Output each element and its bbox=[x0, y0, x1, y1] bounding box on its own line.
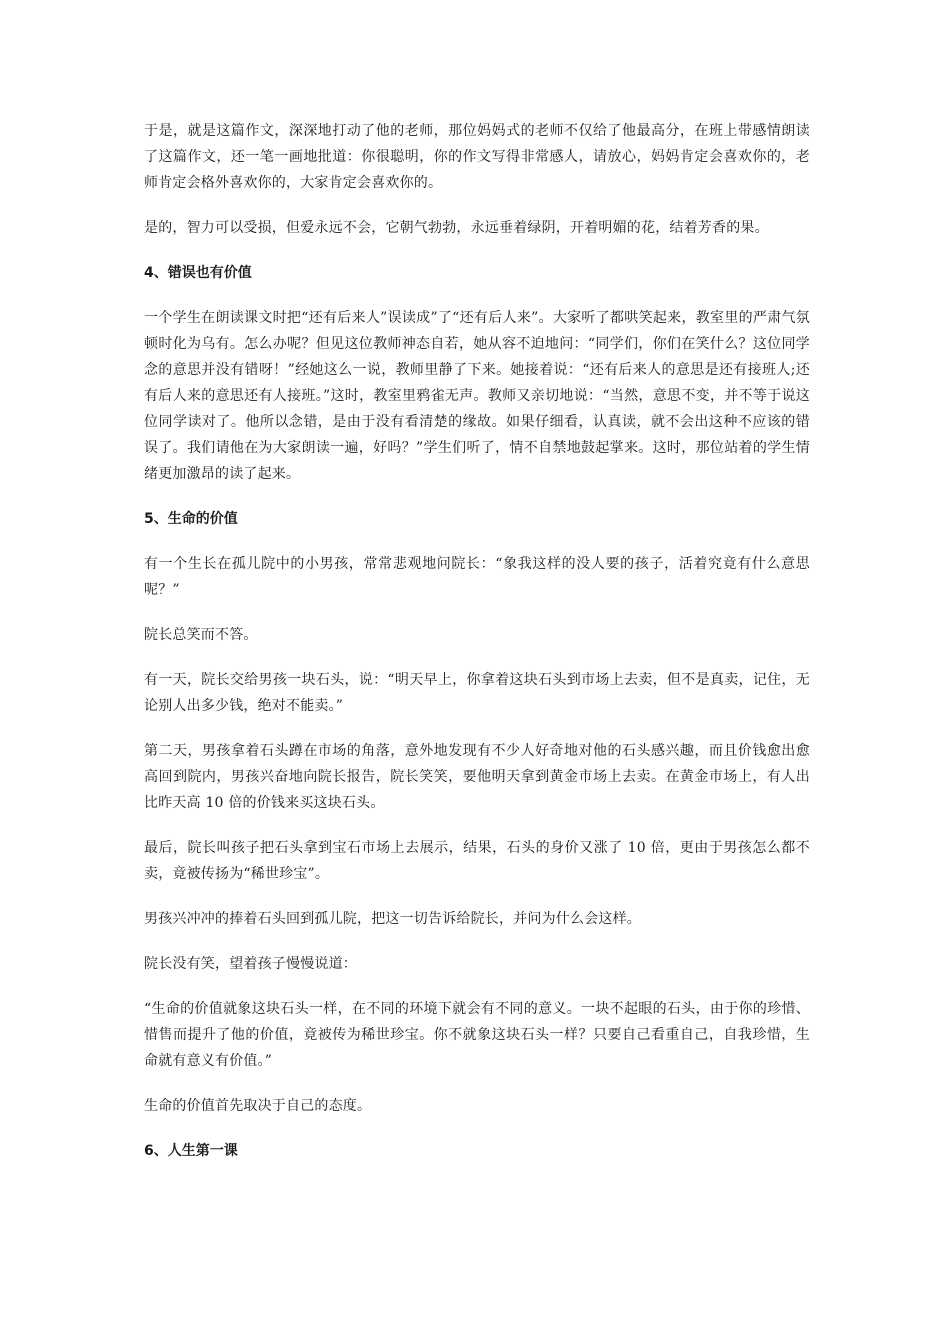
section-heading: 5、生命的价值 bbox=[144, 511, 238, 527]
paragraph: 最后，院长叫孩子把石头拿到宝石市场上去展示，结果，石头的身价又涨了 10 倍，更由于男孩怎么都不卖，竟被传扬为“稀世珍宝”。 bbox=[144, 840, 810, 882]
paragraph: 男孩兴冲冲的捧着石头回到孤儿院，把这一切告诉给院长，并问为什么会这样。 bbox=[144, 911, 641, 927]
section-heading: 4、错误也有价值 bbox=[144, 265, 252, 281]
paragraph: 有一天，院长交给男孩一块石头，说：“明天早上，你拿着这块石头到市场上去卖，但不是真卖，记住，无论别人出多少钱，绝对不能卖。” bbox=[144, 672, 810, 714]
paragraph: 院长没有笑，望着孩子慢慢说道： bbox=[144, 956, 357, 972]
paragraph: 一个学生在朗读课文时把“还有后来人”误读成”了“还有后人来”。大家听了都哄笑起来，教室里的严肃气氛顿时化为乌有。怎么办呢？但见这位教师神态自若，她从容不迫地问：“同学们，你们在笑什么？这位同学念的意思并没有错呀！”经她这么一说，教师里静了下来。她接着说：“还有后来人的意思是还有接班人;还有后人来的意思还有人接班。”这时，教室里鸦雀无声。教师又亲切地说：“当然，意思不变，并不等于说这位同学读对了。他所以念错，是由于没有看清楚的缘故。如果仔细看，认真读，就不会出这种不应该的错误了。我们请他在为大家朗读一遍，好吗？”学生们听了，情不自禁地鼓起掌来。这时，那位站着的学生情绪更加激昂的读了起来。 bbox=[144, 310, 810, 482]
paragraph: 于是，就是这篇作文，深深地打动了他的老师，那位妈妈式的老师不仅给了他最高分，在班上带感情朗读了这篇作文，还一笔一画地批道：你很聪明，你的作文写得非常感人，请放心，妈妈肯定会喜欢你的，老师肯定会格外喜欢你的，大家肯定会喜欢你的。 bbox=[144, 123, 810, 191]
paragraph: “生命的价值就象这块石头一样，在不同的环境下就会有不同的意义。一块不起眼的石头，由于你的珍惜、惜售而提升了他的价值，竟被传为稀世珍宝。你不就象这块石头一样？只要自己看重自己，自我珍惜，生命就有意义有价值。” bbox=[144, 1001, 810, 1069]
paragraph: 有一个生长在孤儿院中的小男孩，常常悲观地问院长：“象我这样的没人要的孩子，活着究竟有什么意思呢？” bbox=[144, 556, 810, 598]
paragraph: 是的，智力可以受损，但爱永远不会，它朝气勃勃，永远垂着绿阴，开着明媚的花，结着芳香的果。 bbox=[144, 220, 769, 236]
paragraph: 第二天，男孩拿着石头蹲在市场的角落，意外地发现有不少人好奇地对他的石头感兴趣，而且价钱愈出愈高回到院内，男孩兴奋地向院长报告，院长笑笑，要他明天拿到黄金市场上去卖。在黄金市场上，有人出比昨天高 10 倍的价钱来买这块石头。 bbox=[144, 743, 810, 811]
section-heading: 6、人生第一课 bbox=[144, 1143, 238, 1159]
paragraph: 院长总笑而不答。 bbox=[144, 627, 258, 643]
paragraph: 生命的价值首先取决于自己的态度。 bbox=[144, 1098, 372, 1114]
document-page bbox=[144, 118, 810, 1183]
